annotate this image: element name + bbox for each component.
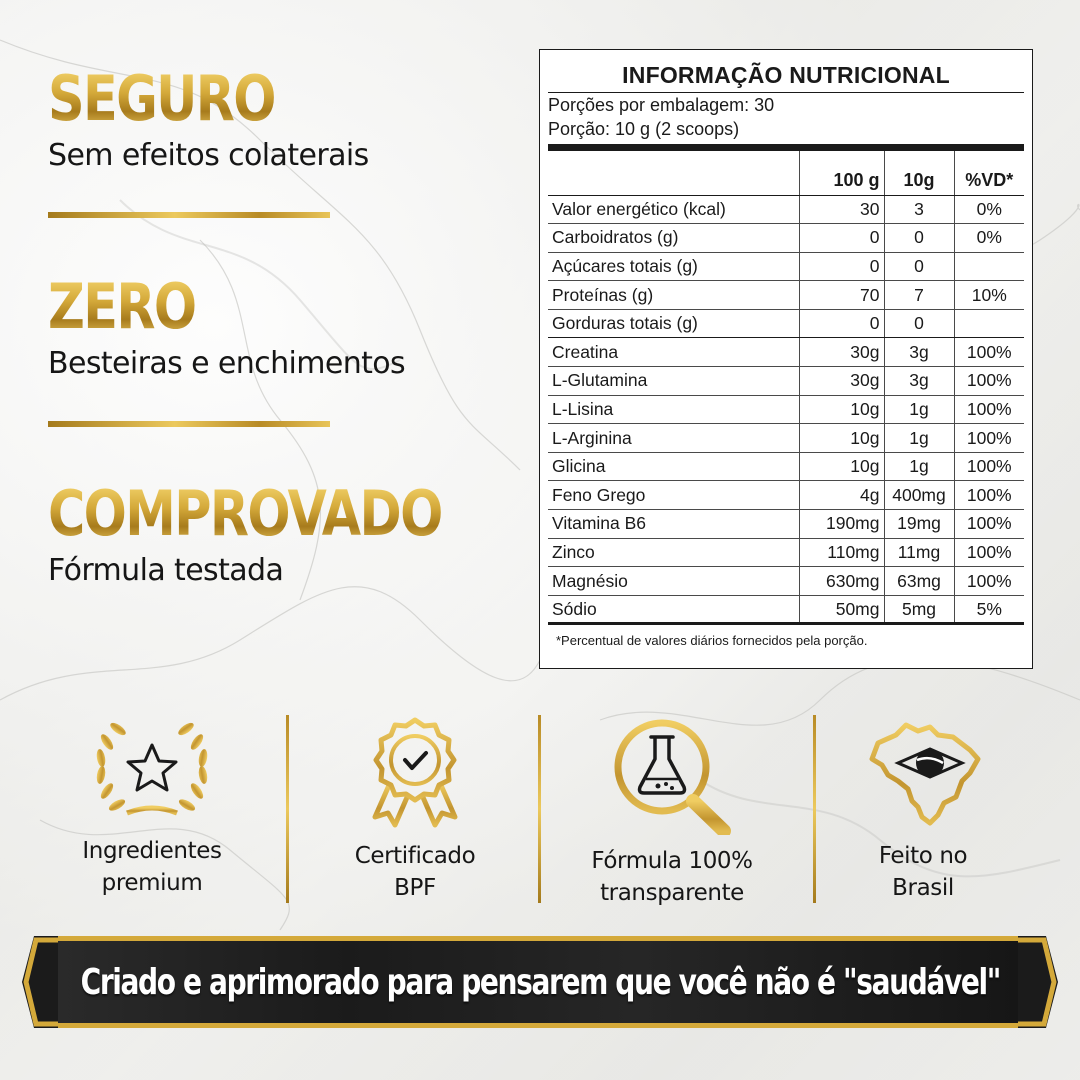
- table-row: [548, 510, 1024, 539]
- table-cell-per10: 11mg: [884, 538, 954, 567]
- badge-transparente: [542, 715, 802, 909]
- table-cell-per10: 0: [884, 309, 954, 338]
- servings-per-package: Porções por embalagem: 30: [548, 95, 775, 115]
- table-cell-name: Glicina: [548, 452, 799, 481]
- table-cell-per10: 1g: [884, 424, 954, 453]
- table-cell-per10: 3: [884, 195, 954, 224]
- banner-text: Criado e aprimorado para pensarem que você não é "saudável": [80, 961, 1000, 1003]
- claim-subtitle: Fórmula testada: [48, 553, 284, 588]
- table-cell-per10: 63mg: [884, 567, 954, 596]
- table-cell-name: Vitamina B6: [548, 510, 799, 539]
- table-cell-vd: 100%: [954, 367, 1024, 396]
- claim-zero: [48, 270, 406, 381]
- table-cell-per10: 19mg: [884, 510, 954, 539]
- table-row: [548, 195, 1024, 224]
- table-cell-vd: 100%: [954, 510, 1024, 539]
- table-cell-per100: 190mg: [799, 510, 884, 539]
- table-cell-per100: 10g: [799, 424, 884, 453]
- table-cell-vd: 0%: [954, 224, 1024, 253]
- badge-label-line1: Fórmula 100%: [591, 848, 753, 874]
- column-header: %VD*: [954, 151, 1024, 195]
- table-cell-per100: 10g: [799, 395, 884, 424]
- table-row: [548, 567, 1024, 596]
- table-cell-vd: 100%: [954, 424, 1024, 453]
- claim-title: SEGURO: [48, 68, 311, 130]
- table-cell-per10: 1g: [884, 452, 954, 481]
- table-cell-name: Gorduras totais (g): [548, 309, 799, 338]
- table-cell-per10: 3g: [884, 338, 954, 367]
- table-cell-vd: [954, 309, 1024, 338]
- claim-subtitle: Besteiras e enchimentos: [48, 346, 406, 381]
- table-cell-name: Carboidratos (g): [548, 224, 799, 253]
- table-row: [548, 367, 1024, 396]
- table-cell-per10: 7: [884, 281, 954, 310]
- table-cell-vd: 100%: [954, 338, 1024, 367]
- tagline-banner: [58, 936, 1022, 1028]
- gold-divider: [48, 212, 330, 218]
- table-cell-name: Magnésio: [548, 567, 799, 596]
- table-row: [548, 538, 1024, 567]
- table-cell-name: L-Lisina: [548, 395, 799, 424]
- table-row: [548, 595, 1024, 624]
- table-cell-per10: 3g: [884, 367, 954, 396]
- badge-divider: [538, 715, 541, 903]
- table-cell-name: Açúcares totais (g): [548, 252, 799, 281]
- table-cell-per10: 400mg: [884, 481, 954, 510]
- claim-comprovado: [48, 477, 528, 588]
- table-cell-vd: 5%: [954, 595, 1024, 624]
- table-cell-per100: 4g: [799, 481, 884, 510]
- badge-label: [22, 835, 282, 899]
- table-cell-vd: 100%: [954, 567, 1024, 596]
- table-row: [548, 481, 1024, 510]
- badge-premium: [22, 715, 282, 899]
- column-header: 10g: [884, 151, 954, 195]
- table-cell-per10: 0: [884, 252, 954, 281]
- claim-title: ZERO: [48, 276, 341, 338]
- serving-size: Porção: 10 g (2 scoops): [548, 119, 740, 139]
- table-cell-name: Creatina: [548, 338, 799, 367]
- table-row: [548, 309, 1024, 338]
- nutrition-table: [548, 151, 1024, 625]
- badge-label: [542, 845, 802, 909]
- table-cell-per100: 10g: [799, 452, 884, 481]
- claim-subtitle: Sem efeitos colaterais: [48, 138, 369, 173]
- table-cell-name: Proteínas (g): [548, 281, 799, 310]
- laurel-star-icon: [87, 715, 217, 825]
- table-cell-vd: 100%: [954, 452, 1024, 481]
- table-cell-vd: 10%: [954, 281, 1024, 310]
- table-cell-per100: 30: [799, 195, 884, 224]
- table-cell-per100: 0: [799, 224, 884, 253]
- table-cell-vd: 100%: [954, 538, 1024, 567]
- nutrition-table-body: [548, 195, 1024, 624]
- nutrition-title: INFORMAÇÃO NUTRICIONAL: [622, 62, 950, 88]
- brazil-map-icon: [858, 715, 988, 830]
- table-cell-name: Zinco: [548, 538, 799, 567]
- badge-label-line2: BPF: [394, 875, 436, 901]
- badge-label: [285, 840, 545, 904]
- nutrition-thick-rule: [548, 144, 1024, 151]
- badge-label: [793, 840, 1053, 904]
- badge-label-line1: Feito no: [878, 843, 968, 869]
- table-cell-per10: 1g: [884, 395, 954, 424]
- flask-magnifier-icon: [602, 715, 742, 835]
- table-row: [548, 224, 1024, 253]
- badge-label-line2: Brasil: [892, 875, 954, 901]
- certified-seal-icon: [350, 715, 480, 830]
- column-header: [548, 151, 799, 195]
- badge-label-line1: Certificado: [354, 843, 476, 869]
- table-cell-name: L-Arginina: [548, 424, 799, 453]
- badge-label-line2: transparente: [600, 880, 744, 906]
- table-row: [548, 424, 1024, 453]
- table-cell-per100: 70: [799, 281, 884, 310]
- table-cell-name: Sódio: [548, 595, 799, 624]
- badge-brasil: [793, 715, 1053, 904]
- column-header: 100 g: [799, 151, 884, 195]
- claim-title: COMPROVADO: [48, 477, 442, 550]
- badge-label-line2: premium: [101, 870, 203, 896]
- table-cell-per10: 5mg: [884, 595, 954, 624]
- table-cell-per100: 110mg: [799, 538, 884, 567]
- badge-label-line1: Ingredientes: [82, 838, 222, 864]
- table-cell-vd: 100%: [954, 481, 1024, 510]
- table-cell-per100: 0: [799, 309, 884, 338]
- table-row: [548, 252, 1024, 281]
- table-row: [548, 281, 1024, 310]
- table-cell-name: L-Glutamina: [548, 367, 799, 396]
- table-cell-vd: 0%: [954, 195, 1024, 224]
- table-cell-vd: [954, 252, 1024, 281]
- banner-left-cap: [22, 936, 62, 1028]
- table-cell-per100: 30g: [799, 338, 884, 367]
- nutrition-facts-panel: [539, 49, 1033, 669]
- table-cell-per100: 30g: [799, 367, 884, 396]
- table-cell-per10: 0: [884, 224, 954, 253]
- table-row: [548, 452, 1024, 481]
- table-cell-name: Feno Grego: [548, 481, 799, 510]
- gold-divider: [48, 421, 330, 427]
- table-header-row: [548, 151, 1024, 195]
- table-cell-name: Valor energético (kcal): [548, 195, 799, 224]
- table-cell-vd: 100%: [954, 395, 1024, 424]
- table-row: [548, 338, 1024, 367]
- table-row: [548, 395, 1024, 424]
- table-cell-per100: 0: [799, 252, 884, 281]
- table-cell-per100: 630mg: [799, 567, 884, 596]
- claim-seguro: [48, 62, 369, 173]
- table-cell-per100: 50mg: [799, 595, 884, 624]
- banner-right-cap: [1018, 936, 1058, 1028]
- nutrition-footnote: *Percentual de valores diários fornecidos pela porção.: [556, 633, 868, 649]
- badge-certificado: [285, 715, 545, 904]
